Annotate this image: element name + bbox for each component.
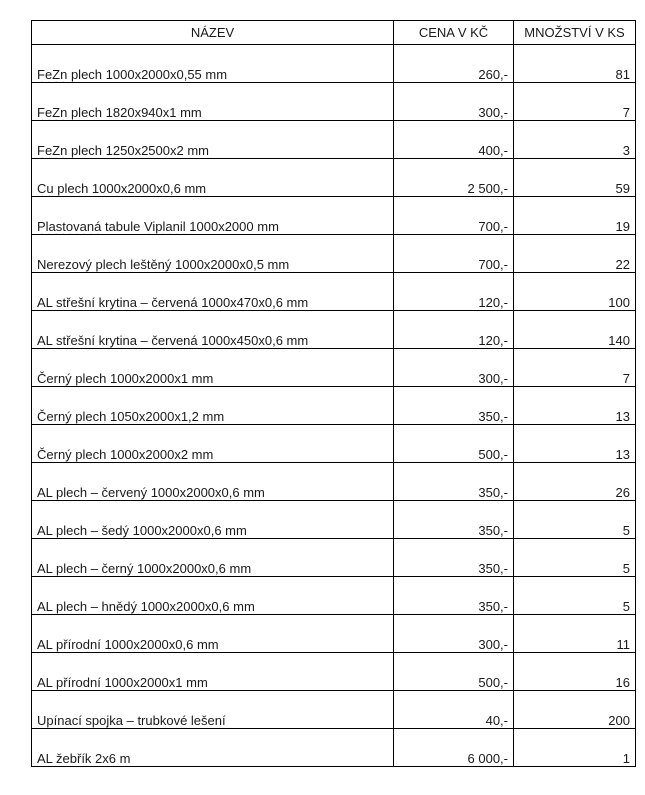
name-text: AL žebřík 2x6 m bbox=[37, 751, 131, 766]
cell-price: 300,- bbox=[394, 349, 514, 387]
cell-price: 350,- bbox=[394, 501, 514, 539]
cell-quantity: 59 bbox=[514, 159, 636, 197]
table-row bbox=[32, 387, 636, 425]
table-row bbox=[32, 159, 636, 197]
cell-price: 120,- bbox=[394, 273, 514, 311]
spellcheck-flagged-word: Cu bbox=[37, 181, 54, 196]
cell-price: 500,- bbox=[394, 425, 514, 463]
cell-quantity: 7 bbox=[514, 349, 636, 387]
cell-product-name bbox=[32, 121, 394, 159]
cell-price: 350,- bbox=[394, 577, 514, 615]
cell-quantity: 19 bbox=[514, 197, 636, 235]
cell-quantity: 1 bbox=[514, 729, 636, 767]
cell-product-name bbox=[32, 273, 394, 311]
cell-quantity: 13 bbox=[514, 387, 636, 425]
cell-price: 40,- bbox=[394, 691, 514, 729]
column-header-price: CENA V KČ bbox=[394, 21, 514, 45]
cell-product-name bbox=[32, 615, 394, 653]
spellcheck-flagged-word: FeZn bbox=[37, 67, 68, 82]
cell-product-name bbox=[32, 197, 394, 235]
name-text: plech 1000x2000x0,6 mm bbox=[53, 181, 207, 196]
table-header-row bbox=[32, 21, 636, 45]
column-header-quantity: MNOŽSTVÍ V KS bbox=[514, 21, 636, 45]
cell-product-name bbox=[32, 653, 394, 691]
cell-quantity: 16 bbox=[514, 653, 636, 691]
name-text: tabule bbox=[101, 219, 144, 234]
cell-price: 300,- bbox=[394, 83, 514, 121]
name-text: Upínací spojka – trubkové lešení bbox=[37, 713, 226, 728]
cell-price: 700,- bbox=[394, 197, 514, 235]
cell-product-name bbox=[32, 235, 394, 273]
name-text: AL plech – černý 1000x2000x0,6 mm bbox=[37, 561, 252, 576]
table-row bbox=[32, 539, 636, 577]
cell-product-name bbox=[32, 729, 394, 767]
table-row bbox=[32, 83, 636, 121]
cell-quantity: 13 bbox=[514, 425, 636, 463]
table-row bbox=[32, 235, 636, 273]
cell-price: 350,- bbox=[394, 387, 514, 425]
table-row bbox=[32, 425, 636, 463]
cell-product-name bbox=[32, 577, 394, 615]
name-text: Černý plech 1000x2000x2 mm bbox=[37, 447, 214, 462]
cell-quantity: 11 bbox=[514, 615, 636, 653]
spellcheck-flagged-word: FeZn bbox=[37, 105, 68, 120]
name-text: AL střešní krytina – červená 1000x470x0,6 mm bbox=[37, 295, 309, 310]
table-row bbox=[32, 729, 636, 767]
cell-product-name bbox=[32, 349, 394, 387]
cell-price: 6 000,- bbox=[394, 729, 514, 767]
spellcheck-flagged-word: FeZn bbox=[37, 143, 68, 158]
table-row bbox=[32, 349, 636, 387]
cell-product-name bbox=[32, 387, 394, 425]
cell-product-name bbox=[32, 691, 394, 729]
table-row bbox=[32, 273, 636, 311]
cell-quantity: 7 bbox=[514, 83, 636, 121]
cell-quantity: 200 bbox=[514, 691, 636, 729]
name-text: Černý plech 1050x2000x1,2 mm bbox=[37, 409, 225, 424]
table-row bbox=[32, 45, 636, 83]
cell-quantity: 81 bbox=[514, 45, 636, 83]
cell-price: 2 500,- bbox=[394, 159, 514, 197]
name-text: AL střešní krytina – červená 1000x450x0,6 mm bbox=[37, 333, 309, 348]
name-text: Nerezový plech leštěný 1000x2000x0,5 mm bbox=[37, 257, 290, 272]
cell-price: 260,- bbox=[394, 45, 514, 83]
name-text: AL plech – šedý 1000x2000x0,6 mm bbox=[37, 523, 247, 538]
cell-price: 120,- bbox=[394, 311, 514, 349]
table-row bbox=[32, 197, 636, 235]
cell-quantity: 3 bbox=[514, 121, 636, 159]
cell-quantity: 5 bbox=[514, 539, 636, 577]
table-row bbox=[32, 615, 636, 653]
cell-product-name bbox=[32, 539, 394, 577]
spellcheck-flagged-word: Viplanil bbox=[143, 219, 186, 234]
cell-product-name bbox=[32, 463, 394, 501]
cell-quantity: 22 bbox=[514, 235, 636, 273]
table-body bbox=[32, 45, 636, 767]
table-row bbox=[32, 577, 636, 615]
table-row bbox=[32, 653, 636, 691]
cell-product-name bbox=[32, 159, 394, 197]
cell-price: 700,- bbox=[394, 235, 514, 273]
name-text: AL přírodní 1000x2000x1 mm bbox=[37, 675, 208, 690]
cell-quantity: 140 bbox=[514, 311, 636, 349]
name-text: plech 1000x2000x0,55 mm bbox=[67, 67, 228, 82]
spellcheck-flagged-word: Plastovaná bbox=[37, 219, 102, 234]
price-table bbox=[31, 20, 636, 767]
name-text: 1000x2000 mm bbox=[185, 219, 279, 234]
table-row bbox=[32, 463, 636, 501]
cell-price: 500,- bbox=[394, 653, 514, 691]
cell-quantity: 100 bbox=[514, 273, 636, 311]
cell-quantity: 5 bbox=[514, 577, 636, 615]
name-text: AL přírodní 1000x2000x0,6 mm bbox=[37, 637, 219, 652]
cell-price: 350,- bbox=[394, 539, 514, 577]
cell-price: 400,- bbox=[394, 121, 514, 159]
name-text: plech 1250x2500x2 mm bbox=[67, 143, 209, 158]
column-header-name: NÁZEV bbox=[32, 21, 394, 45]
cell-quantity: 5 bbox=[514, 501, 636, 539]
cell-price: 300,- bbox=[394, 615, 514, 653]
name-text: AL plech – hnědý 1000x2000x0,6 mm bbox=[37, 599, 255, 614]
cell-quantity: 26 bbox=[514, 463, 636, 501]
cell-product-name bbox=[32, 45, 394, 83]
table-row bbox=[32, 311, 636, 349]
cell-price: 350,- bbox=[394, 463, 514, 501]
table-row bbox=[32, 501, 636, 539]
table-row bbox=[32, 121, 636, 159]
table-row bbox=[32, 691, 636, 729]
name-text: plech 1820x940x1 mm bbox=[67, 105, 202, 120]
cell-product-name bbox=[32, 311, 394, 349]
cell-product-name bbox=[32, 501, 394, 539]
name-text: AL plech – červený 1000x2000x0,6 mm bbox=[37, 485, 265, 500]
cell-product-name bbox=[32, 425, 394, 463]
name-text: Černý plech 1000x2000x1 mm bbox=[37, 371, 214, 386]
cell-product-name bbox=[32, 83, 394, 121]
